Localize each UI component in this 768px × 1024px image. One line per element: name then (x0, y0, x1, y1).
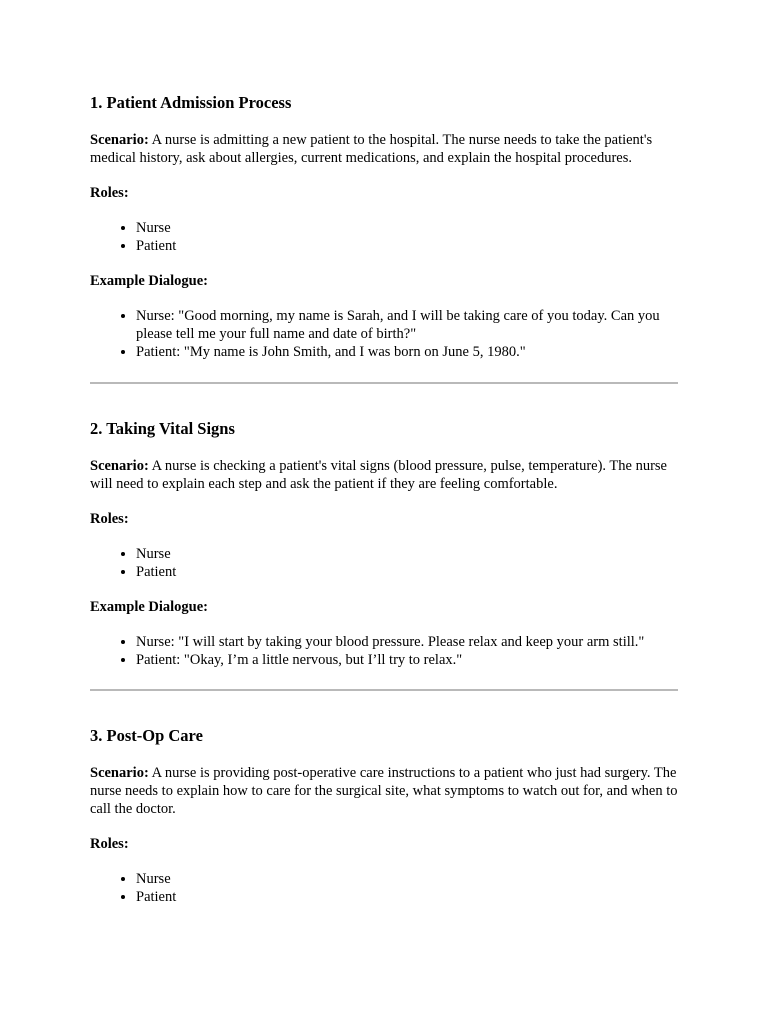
dialogue-label: Example Dialogue: (90, 273, 209, 289)
list-item: • Patient (136, 888, 679, 906)
section-divider (90, 382, 678, 384)
scenario-text: A nurse is admitting a new patient to the hospital. The nurse needs to take the patient's medical history, ask about allergies, current medications, and explain the hospital procedures. (90, 132, 653, 166)
scenario-paragraph (90, 131, 679, 167)
roles-list (90, 870, 679, 906)
section-divider (90, 689, 678, 691)
roles-list (90, 545, 679, 581)
list-item: • Nurse: "Good morning, my name is Sarah, and I will be taking care of you today. Can you please tell me your full name and date of birth?" (136, 307, 679, 343)
scenario-text: A nurse is providing post-operative care instructions to a patient who just had surgery. The nurse needs to explain how to care for the surgical site, what symptoms to watch out for, and when to call the doctor. (90, 765, 678, 817)
dialogue-list (90, 633, 679, 669)
scenario-paragraph (90, 457, 679, 493)
scenario-label: Scenario: (90, 765, 149, 781)
scenario-label: Scenario: (90, 132, 149, 148)
list-item: • Nurse: "I will start by taking your blood pressure. Please relax and keep your arm still." (136, 633, 679, 651)
list-item: • Patient (136, 237, 679, 255)
list-item: • Nurse (136, 545, 679, 563)
roles-label: Roles: (90, 185, 129, 201)
section-patient-admission (90, 92, 679, 361)
roles-label: Roles: (90, 511, 129, 527)
section-title: 3. Post-Op Care (90, 726, 203, 745)
section-title: 1. Patient Admission Process (90, 93, 292, 112)
section-post-op-care (90, 725, 679, 906)
roles-label: Roles: (90, 836, 129, 852)
dialogue-label: Example Dialogue: (90, 599, 209, 615)
list-item: • Patient (136, 563, 679, 581)
scenario-label: Scenario: (90, 458, 149, 474)
list-item: • Patient: "My name is John Smith, and I was born on June 5, 1980." (136, 343, 679, 361)
scenario-paragraph (90, 764, 679, 818)
roles-list (90, 219, 679, 255)
list-item: • Nurse (136, 219, 679, 237)
list-item: • Patient: "Okay, I’m a little nervous, but I’ll try to relax." (136, 651, 679, 669)
dialogue-list (90, 307, 679, 361)
list-item: • Nurse (136, 870, 679, 888)
section-title: 2. Taking Vital Signs (90, 419, 235, 438)
section-vital-signs (90, 418, 679, 669)
scenario-text: A nurse is checking a patient's vital signs (blood pressure, pulse, temperature). The nurse will need to explain each step and ask the patient if they are feeling comfortable. (90, 458, 667, 492)
